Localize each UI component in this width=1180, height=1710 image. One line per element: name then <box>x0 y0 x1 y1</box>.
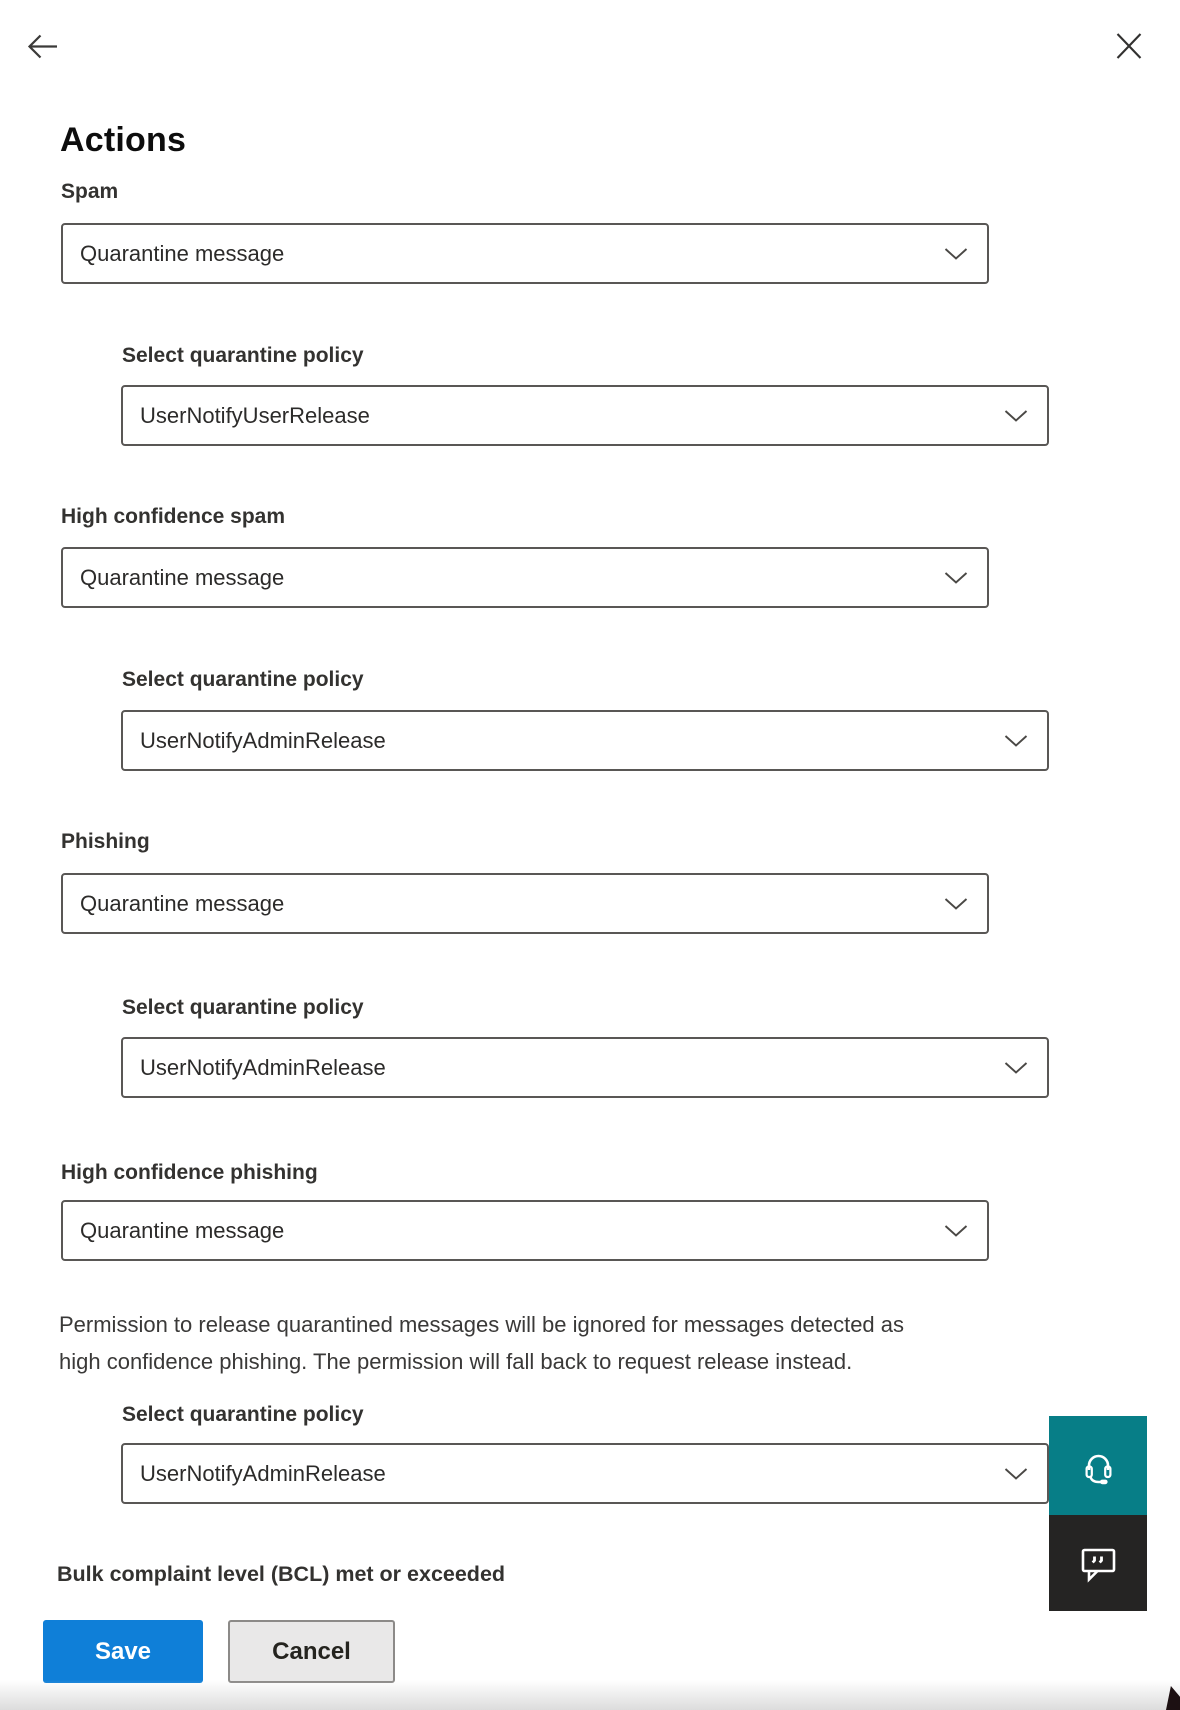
high-confidence-phishing-value: Quarantine message <box>80 1217 285 1243</box>
chevron-down-icon <box>944 897 968 910</box>
phishing-quarantine-policy-label: Select quarantine policy <box>122 996 364 1019</box>
hcp-quarantine-policy-value: UserNotifyAdminRelease <box>140 1460 386 1486</box>
help-widget-button[interactable] <box>1049 1416 1147 1515</box>
hcs-quarantine-policy-value: UserNotifyAdminRelease <box>140 727 386 753</box>
phishing-action-value: Quarantine message <box>80 890 285 916</box>
spam-action-value: Quarantine message <box>80 240 285 266</box>
phishing-quarantine-policy-select[interactable] <box>121 1037 1049 1098</box>
high-confidence-spam-select[interactable] <box>61 547 989 608</box>
hcp-permission-note-line1: Permission to release quarantined messages will be ignored for messages detected as <box>59 1312 905 1337</box>
phishing-label: Phishing <box>61 830 150 853</box>
feedback-widget-button[interactable] <box>1049 1515 1147 1611</box>
footer-bar <box>0 1586 1180 1710</box>
chevron-down-icon <box>1004 1061 1028 1074</box>
phishing-quarantine-policy-value: UserNotifyAdminRelease <box>140 1054 386 1080</box>
spam-quarantine-policy-label: Select quarantine policy <box>122 344 364 367</box>
chevron-down-icon <box>944 1224 968 1237</box>
phishing-action-select[interactable] <box>61 873 989 934</box>
hcs-quarantine-policy-select[interactable] <box>121 710 1049 771</box>
back-button[interactable] <box>26 31 60 63</box>
chevron-down-icon <box>1004 1467 1028 1480</box>
spam-quarantine-policy-select[interactable] <box>121 385 1049 446</box>
save-button[interactable]: Save <box>43 1620 203 1683</box>
close-icon <box>1114 49 1144 64</box>
chevron-down-icon <box>1004 734 1028 747</box>
close-button[interactable] <box>1114 31 1144 61</box>
hcp-permission-note <box>59 1306 904 1380</box>
page-title: Actions <box>60 120 187 159</box>
chat-icon <box>1076 1542 1120 1584</box>
hcs-quarantine-policy-label: Select quarantine policy <box>122 668 364 691</box>
spam-label: Spam <box>61 180 119 203</box>
headset-icon <box>1077 1445 1119 1487</box>
back-arrow-icon <box>26 51 60 66</box>
hcp-quarantine-policy-label: Select quarantine policy <box>122 1403 364 1426</box>
hcp-quarantine-policy-select[interactable] <box>121 1443 1049 1504</box>
spam-action-select[interactable] <box>61 223 989 284</box>
chevron-down-icon <box>944 571 968 584</box>
cancel-button[interactable]: Cancel <box>228 1620 395 1683</box>
high-confidence-spam-value: Quarantine message <box>80 564 285 590</box>
spam-quarantine-policy-value: UserNotifyUserRelease <box>140 402 370 428</box>
bulk-complaint-level-label: Bulk complaint level (BCL) met or exceeded <box>57 1562 506 1586</box>
chevron-down-icon <box>1004 409 1028 422</box>
high-confidence-phishing-label: High confidence phishing <box>61 1161 318 1184</box>
chevron-down-icon <box>944 247 968 260</box>
hcp-permission-note-line2: high confidence phishing. The permission will fall back to request release instead. <box>59 1349 853 1374</box>
high-confidence-spam-label: High confidence spam <box>61 505 286 528</box>
high-confidence-phishing-select[interactable] <box>61 1200 989 1261</box>
